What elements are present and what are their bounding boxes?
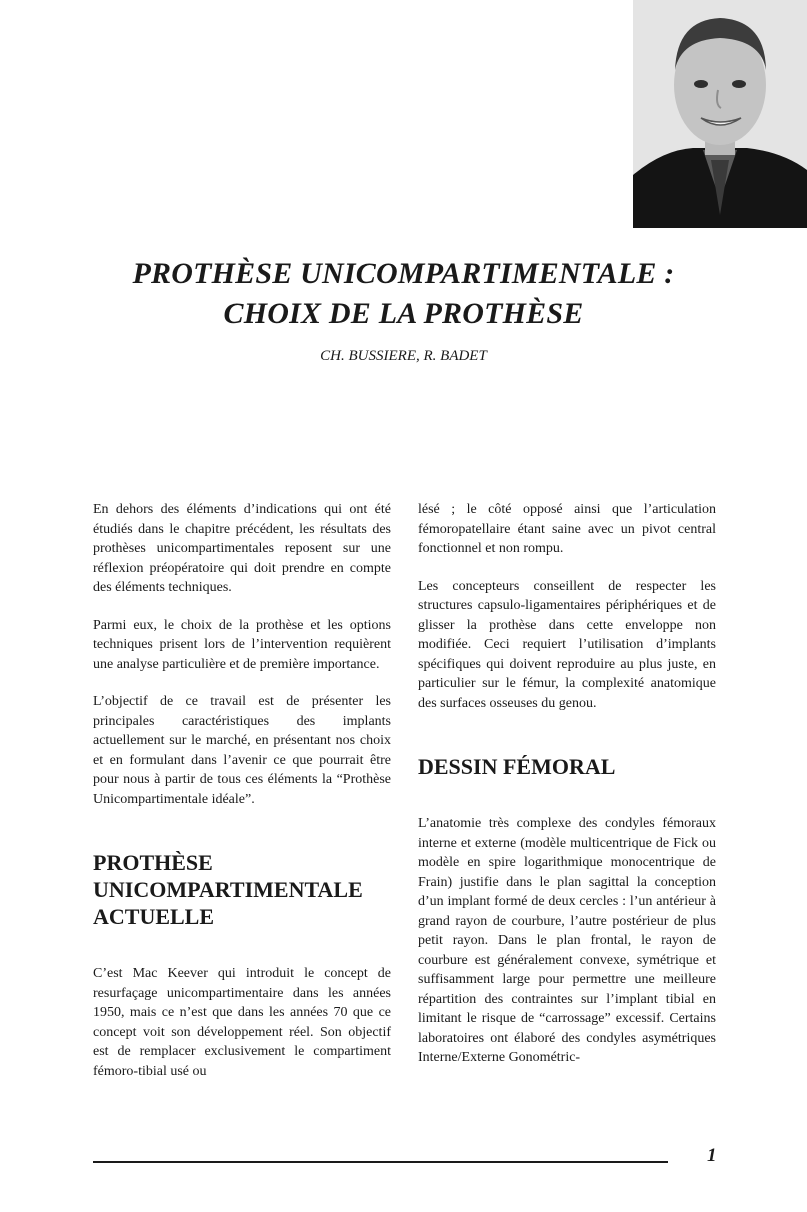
footer-rule: [93, 1161, 668, 1163]
title-line-1: PROTHÈSE UNICOMPARTIMENTALE :: [132, 257, 675, 290]
paragraph: L’objectif de ce travail est de présenter les principales caractéristiques des implants actuellement sur le marché, en présentant nos choix et en formulant dans l’avenir ce que pourrait être pour nous à partir de tous ces éléments la “Prothèse Unicompartimentale idéale”.: [93, 694, 391, 807]
paragraph: Parmi eux, le choix de la prothèse et les options techniques prisent lors de l’intervention requièrent une analyse particulière et de première importance.: [93, 617, 391, 672]
paragraph: L’anatomie très complexe des condyles fémoraux interne et externe (modèle multicentrique de Fick ou modèle en spire logarithmique monocentrique de Frain) justifie dans le plan sagittal la conception d’un implant formé de deux cercles : l’un antérieur à grand rayon de courbure, l’autre postérieur de plus petit rayon. Dans le plan frontal, le rayon de courbure est généralement convexe, symétrique et suffisamment large pour permettre une meilleure répartition des contraintes sur l’implant tibial en limitant le risque de “carrossage” excessif. Certains laboratoires ont élaboré des condyles asymétriques Interne/Externe Gonométric-: [418, 816, 716, 1065]
paragraph: lésé ; le côté opposé ainsi que l’articulation fémoropatellaire étant saine avec un pivot central fonctionnel et non rompu.: [418, 502, 716, 556]
page-number: 1: [707, 1145, 717, 1166]
author-portrait: [633, 0, 807, 228]
title-line-2: CHOIX DE LA PROTHÈSE: [223, 297, 584, 330]
heading-line: PROTHÈSE: [93, 850, 213, 875]
right-column: [418, 500, 716, 1086]
section-heading-dessin-femoral: DESSIN FÉMORAL: [418, 754, 616, 779]
article-title: [0, 254, 807, 334]
section-heading-actuelle: [93, 849, 391, 930]
heading-line: ACTUELLE: [93, 904, 215, 929]
paragraph: C’est Mac Keever qui introduit le concept de resurfaçage unicompartimentaire dans les années 1950, mais ce n’est que dans les années 70 que ce concept voit son développement réel. Son objectif est de remplacer exclusivement le compartiment fémoro-tibial usé ou: [93, 966, 391, 1079]
authors: CH. BUSSIERE, R. BADET: [320, 348, 487, 364]
paragraph: Les concepteurs conseillent de respecter les structures capsulo-ligamentaires périphériques et de glisser la prothèse dans cette enveloppe non modifiée. Ceci requiert l’utilisation d’implants spécifiques qui doivent reproduire au plus juste, en particulier sur le fémur, la complexité anatomique des surfaces osseuses du genou.: [418, 578, 716, 711]
paragraph: En dehors des éléments d’indications qui ont été étudiés dans le chapitre précédent, les résultats des prothèses unicompartimentales reposent sur une réflexion préopératoire qui doit prendre en compte des éléments techniques.: [93, 502, 391, 595]
heading-line: UNICOMPARTIMENTALE: [93, 877, 363, 902]
left-column: [93, 500, 391, 1099]
